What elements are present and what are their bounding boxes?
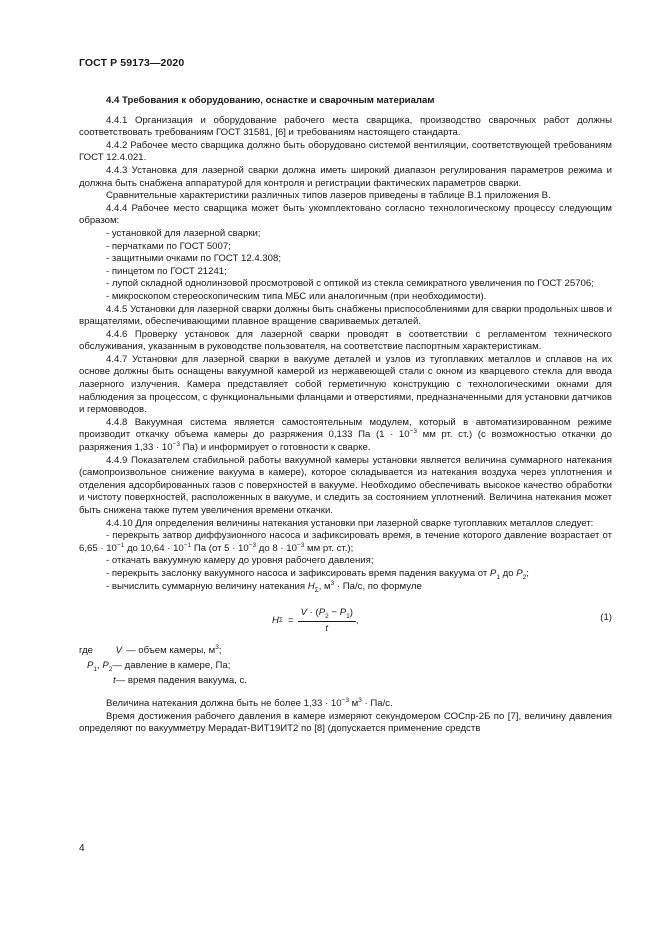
subscript: Σ — [314, 586, 319, 594]
symbol: P — [339, 607, 347, 619]
text-run: ) — [349, 607, 353, 619]
text-run: ; — [526, 567, 529, 579]
where-label: где — [79, 645, 94, 657]
symbol — [87, 660, 112, 673]
paragraph-4-4-3: 4.4.3 Установка для лазерной сварки должна иметь широкий диапазон регулирования параметров режима и должна быть снабжена аппаратурой для контроля и регистрации фактических параметров сварки. — [79, 164, 612, 189]
exponent: 3 — [358, 696, 362, 704]
text-run: м — [348, 698, 359, 710]
paragraph-leak-limit — [79, 698, 612, 711]
text-run: до 8 · 10 — [256, 542, 297, 554]
formula-lhs: H — [272, 614, 279, 626]
text-run: Па) и информирует о готовности к сварке. — [179, 442, 371, 454]
exponent: 3 — [330, 579, 335, 587]
page-number: 4 — [79, 843, 85, 854]
list-item — [79, 568, 612, 581]
equals-sign: = — [287, 614, 294, 626]
text-run: · ( — [306, 607, 319, 619]
text-run: — объем камеры, м — [126, 645, 216, 657]
subscript: 1 — [93, 666, 98, 674]
legend-row — [79, 645, 612, 660]
legend-row — [79, 660, 612, 675]
leakage-formula: H Σ = $\frac{V \cdot (P_2 - P_1)}{t}$ , — [272, 607, 359, 634]
symbol: V — [300, 607, 307, 619]
list-item: - лупой складной однолинзовой просмотровой с оптикой из стекла семикратного увеличения по ГОСТ 25706; — [106, 278, 594, 290]
fraction — [298, 607, 356, 635]
list-item — [79, 581, 612, 594]
legend-text: — время падения вакуума, с. — [115, 675, 247, 687]
document-body — [79, 95, 612, 736]
text-run: - перекрыть затвор диффузионного насоса и зафиксировать время, в течение которого давление возрастает от 6,65 · 10 — [79, 530, 612, 554]
text-run: , м — [318, 580, 331, 592]
text-run: 4.4.8 Вакуумная система является самостоятельным модулем, который в автоматизированном режиме производит откачку объема камеры до разряжения 0,133 Па (1 · 10 — [79, 416, 612, 441]
text-run: - вычислить суммарную величину натекания — [106, 580, 308, 592]
symbol-t: t — [113, 675, 116, 687]
list-item: - откачать вакуумную камеру до уровня рабочего давления; — [106, 555, 374, 567]
equation-number: (1) — [600, 612, 612, 624]
paragraph-4-4-9: 4.4.9 Показателем стабильной работы вакуумной камеры установки является величина суммарного натекания (самопроизвольное снижение вакуума в камере), которое складывается из натекания воздуха через уплотнения и отделения адсорбированных газов с поверхностей в вакууме. Необходимо обеспечивать высокое качество обработки и чистоту поверхностей, расположенных в вакууме, и следить за состоянием уплотнений. Величина натекания может быть снижена также путем увеличения времени откачки. — [79, 454, 612, 516]
numerator — [298, 607, 356, 622]
symbol: t — [325, 622, 329, 634]
exponent: −1 — [183, 541, 192, 549]
exponent: −3 — [341, 696, 349, 704]
list-item: - защитными очками по ГОСТ 12.4.308; — [106, 253, 282, 265]
paragraph-4-4-1: 4.4.1 Организация и оборудование рабочего места сварщика, производство сварочных работ должны соответствовать требованиям ГОСТ 31581, [6] и требованиям настоящего стандарта. — [79, 114, 612, 139]
symbol-p1: P — [87, 660, 94, 672]
text-run: до 10,64 · 10 — [124, 542, 184, 554]
list-item — [79, 530, 612, 555]
text-run: - перекрыть заслонку вакуумного насоса и зафиксировать время падения вакуума от — [106, 567, 490, 579]
text-run: до — [499, 567, 517, 579]
paragraph-4-4-2: 4.4.2 Рабочее место сварщика должно быть оборудовано системой вентиляции, соответствующей требованиям ГОСТ 12.4.021. — [79, 139, 612, 164]
list-item: - пинцетом по ГОСТ 21241; — [106, 265, 227, 277]
symbol-p2: P — [102, 660, 109, 672]
paragraph-4-4-6: 4.4.6 Проверку установок для лазерной сварки проводят в соответствии с регламентом технического обслуживания, указанным в руководстве пользователя, на соответствие паспортным характеристикам. — [79, 328, 612, 353]
list-item: - перчатками по ГОСТ 5007; — [106, 240, 231, 252]
symbol: P — [318, 607, 326, 619]
paragraph-laser-comparison: Сравнительные характеристики различных типов лазеров приведены в таблице В.1 приложения В. — [106, 190, 551, 202]
list-item: - микроскопом стереоскопическим типа МБС или аналогичным (при необходимости). — [106, 290, 487, 302]
text-run: Па (от 5 · 10 — [191, 542, 249, 554]
exponent: −1 — [116, 541, 125, 549]
subscript: 2 — [325, 613, 329, 621]
text-run: · Па/с. — [361, 698, 393, 710]
exponent: −3 — [248, 541, 257, 549]
paragraph-pressure-time: Время достижения рабочего давления в камере измеряют секундомером СОСпр-2Б по [7], величину давления определяют по вакуумметру Мерадат-ВИТ19ИТ2 по [8] (допускается применение средств — [79, 710, 612, 735]
text-run: · Па/с, по формуле — [334, 580, 422, 592]
symbol: P — [516, 567, 523, 579]
formula-block — [79, 603, 612, 637]
document-header: ГОСТ Р 59173—2020 — [79, 57, 185, 69]
text-run: − — [328, 607, 340, 619]
exponent: −3 — [172, 440, 180, 448]
paragraph-4-4-7: 4.4.7 Установки для лазерной сварки в вакууме деталей и узлов из тугоплавких металлов и сплавов на их основе должны быть оснащены вакуумной камерой из нержавеющей стали с окном из кварцевого стекла для ввода лазерного излучения. Камера представляет собой герметичную конструкцию с технологическими окнами для наблюдения за процессом, с функциональными фланцами и отверстиями, предназначенными для установки датчиков и гермовводов. — [79, 353, 612, 416]
symbol: H — [307, 580, 315, 592]
subscript: 2 — [522, 573, 527, 581]
text-run: , — [97, 660, 103, 672]
variable-legend — [79, 645, 612, 690]
symbol-v: V — [115, 645, 122, 657]
denominator — [325, 622, 328, 636]
legend-row — [79, 675, 612, 690]
symbol: P — [489, 567, 497, 579]
subscript: 1 — [346, 613, 350, 621]
formula-tail: , — [355, 614, 359, 626]
symbol — [110, 645, 126, 658]
text-run: мм рт. ст.); — [304, 542, 354, 554]
paragraph-4-4-5: 4.4.5 Установки для лазерной сварки должны быть снабжены приспособлениями для сварки продольных швов и вращателями, обеспечивающими плавное вращение свариваемых деталей. — [79, 303, 612, 328]
paragraph-4-4-4: 4.4.4 Рабочее место сварщика может быть укомплектовано согласно технологическому процессу следующим образом: — [79, 202, 612, 227]
legend-text: — давление в камере, Па; — [112, 660, 231, 672]
exponent: 3 — [215, 643, 219, 651]
subscript: 1 — [496, 573, 500, 581]
section-title: 4.4 Требования к оборудованию, оснастке и сварочным материалам — [106, 95, 435, 106]
exponent: −3 — [296, 541, 305, 549]
exponent: −3 — [409, 428, 418, 436]
list-item: - установкой для лазерной сварки; — [106, 227, 261, 239]
subscript: 2 — [108, 666, 113, 674]
text-run: ; — [218, 645, 222, 657]
paragraph-4-4-10: 4.4.10 Для определения величины натекания установки при лазерной сварке тугоплавких металлов следует: — [106, 517, 594, 529]
legend-text — [126, 645, 222, 658]
text-run: Величина натекания должна быть не более 1,33 · 10 — [106, 698, 342, 710]
text-run: мм рт. ст.) (с возможностью откачки до разряжения 1,33 · 10 — [79, 429, 612, 454]
paragraph-4-4-8 — [79, 417, 612, 455]
